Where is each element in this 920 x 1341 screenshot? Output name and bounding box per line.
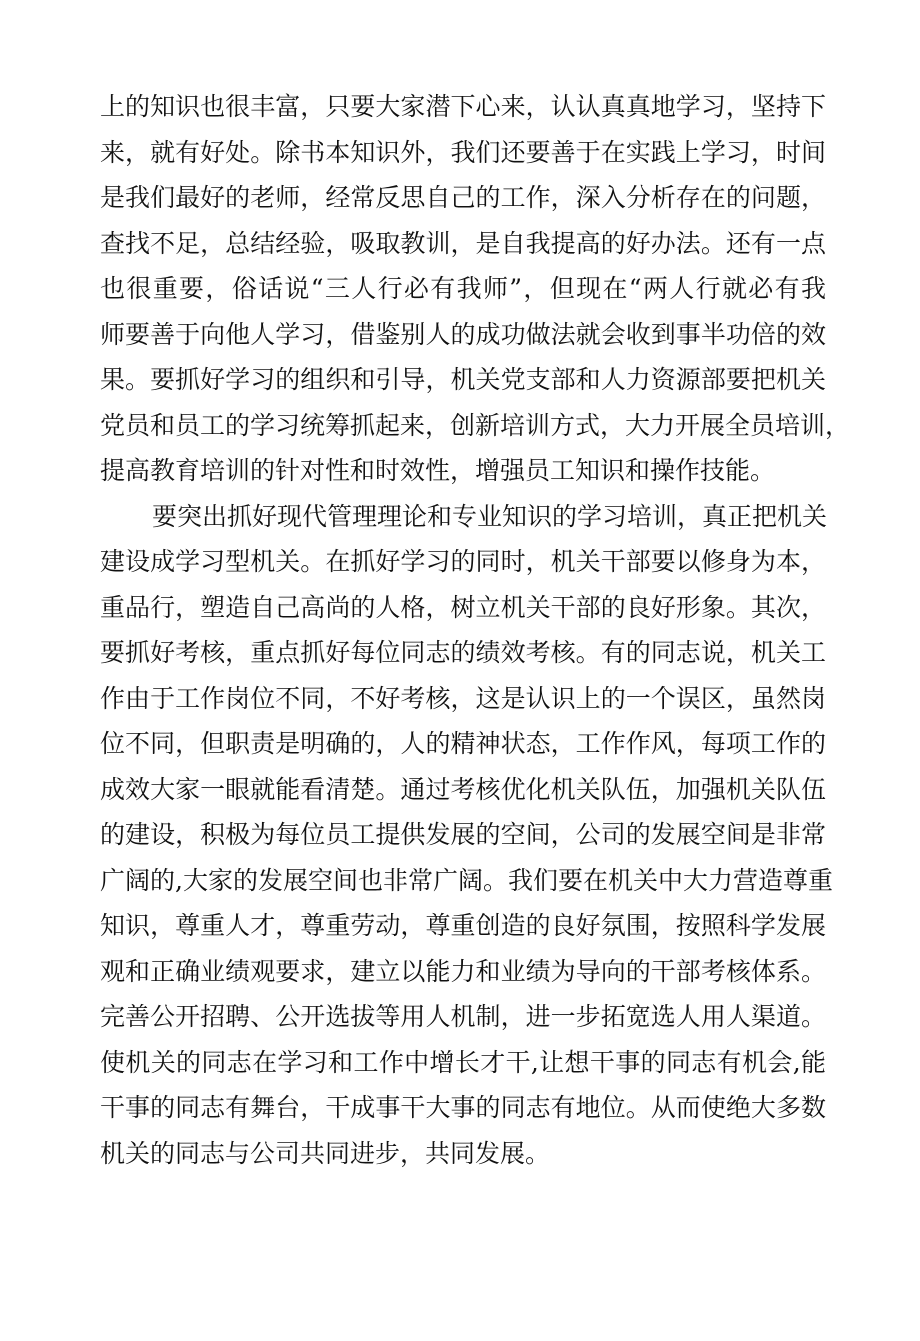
text-line: 广阔的,大家的发展空间也非常广阔。我们要在机关中大力营造尊重 [100, 865, 833, 895]
text-line: 建设成学习型机关。在抓好学习的同时，机关干部要以修身为本， [100, 547, 826, 576]
text-line: 的建设，积极为每位员工提供发展的空间，公司的发展空间是非常 [100, 820, 826, 849]
text-line: 也很重要，俗话说“三人行必有我师”，但现在“两人行就必有我 [100, 274, 826, 303]
text-line: 要抓好考核，重点抓好每位同志的绩效考核。有的同志说，机关工 [100, 638, 826, 667]
paragraph-2 [100, 494, 833, 1177]
text-line: 师要善于向他人学习，借鉴别人的成功做法就会收到事半功倍的效 [100, 319, 826, 349]
text-line: 是我们最好的老师，经常反思自己的工作，深入分析存在的问题， [100, 183, 826, 212]
text-line: 位不同，但职责是明确的，人的精神状态，工作作风，每项工作的 [100, 729, 826, 758]
text-line: 作由于工作岗位不同，不好考核，这是认识上的一个误区，虽然岗 [100, 683, 826, 713]
text-line-last: 机关的同志与公司共同进步，共同发展。 [100, 1138, 551, 1168]
text-line: 观和正确业绩观要求，建立以能力和业绩为导向的干部考核体系。 [100, 956, 826, 986]
document-page [100, 84, 851, 1176]
text-line: 党员和员工的学习统筹抓起来，创新培训方式，大力开展全员培训， [100, 410, 851, 440]
text-line: 干事的同志有舞台，干成事干大事的同志有地位。从而使绝大多数 [100, 1093, 826, 1122]
text-line: 来，就有好处。除书本知识外，我们还要善于在实践上学习，时间 [100, 137, 826, 167]
text-line: 使机关的同志在学习和工作中增长才干,让想干事的同志有机会,能 [100, 1047, 826, 1077]
text-line: 知识，尊重人才，尊重劳动，尊重创造的良好氛围，按照科学发展 [100, 911, 826, 940]
text-line-last: 提高教育培训的针对性和时效性，增强员工知识和操作技能。 [100, 456, 776, 485]
text-line: 重品行，塑造自己高尚的人格，树立机关干部的良好形象。其次， [100, 592, 826, 622]
text-line: 果。要抓好学习的组织和引导，机关党支部和人力资源部要把机关 [100, 365, 826, 394]
text-line-indented: 要突出抓好现代管理理论和专业知识的学习培训，真正把机关 [152, 501, 828, 531]
text-line: 完善公开招聘、公开选拔等用人机制，进一步拓宽选人用人渠道。 [100, 1002, 826, 1031]
text-line: 查找不足，总结经验，吸取教训，是自我提高的好办法。还有一点 [100, 228, 826, 258]
paragraph-1 [100, 84, 851, 494]
text-line: 上的知识也很丰富，只要大家潜下心来，认认真真地学习，坚持下 [100, 92, 826, 121]
text-line: 成效大家一眼就能看清楚。通过考核优化机关队伍，加强机关队伍 [100, 774, 826, 804]
